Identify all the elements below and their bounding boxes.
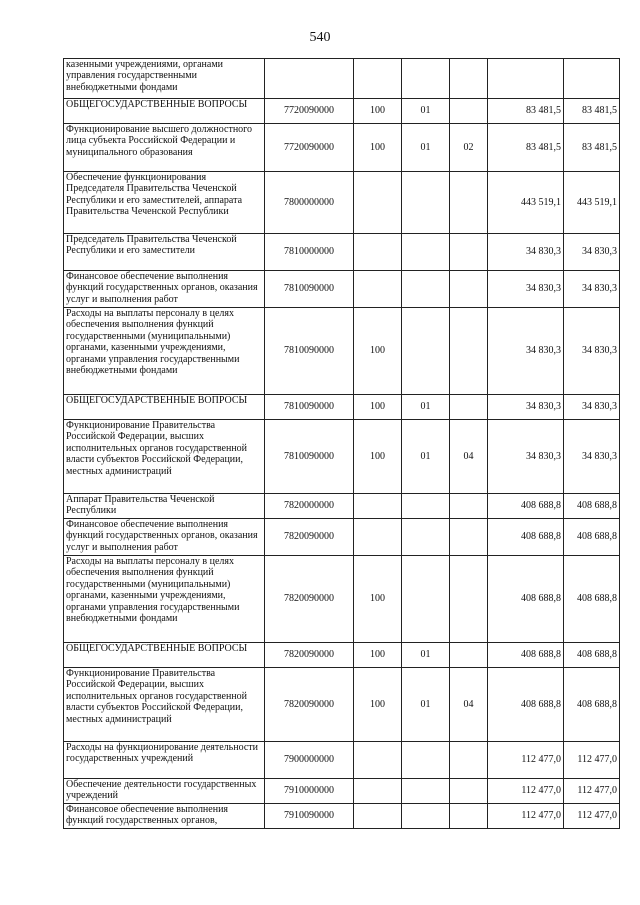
amount-first-year: 408 688,8 <box>488 668 564 742</box>
subsection-code <box>450 308 488 395</box>
table-row <box>64 234 620 271</box>
amount-second-year: 408 688,8 <box>564 643 620 668</box>
section-code <box>402 59 450 99</box>
target-article-code: 7810090000 <box>265 271 354 308</box>
expense-type-code <box>354 59 402 99</box>
amount-second-year: 34 830,3 <box>564 395 620 420</box>
section-code <box>402 271 450 308</box>
row-name: Обеспечение функционирования Председателя Правительства Чеченской Республики и его заместителей, аппарата Правительства Чеченской Республики <box>64 172 265 234</box>
row-name: ОБЩЕГОСУДАРСТВЕННЫЕ ВОПРОСЫ <box>64 395 265 420</box>
row-name: Финансовое обеспечение выполнения функций государственных органов, оказания услуг и выполнения работ <box>64 519 265 556</box>
target-article-code: 7810090000 <box>265 395 354 420</box>
expense-type-code <box>354 172 402 234</box>
subsection-code: 02 <box>450 124 488 172</box>
section-code <box>402 519 450 556</box>
target-article-code: 7820090000 <box>265 643 354 668</box>
amount-second-year: 83 481,5 <box>564 124 620 172</box>
row-name: Расходы на выплаты персоналу в целях обеспечения выполнения функций государственными (муниципальными) органами, казенными учреждениями, органами управления государственными внебюджетными фондами <box>64 556 265 643</box>
expense-type-code: 100 <box>354 124 402 172</box>
expense-type-code: 100 <box>354 395 402 420</box>
amount-first-year: 83 481,5 <box>488 124 564 172</box>
table-row <box>64 779 620 804</box>
amount-second-year: 83 481,5 <box>564 99 620 124</box>
target-article-code: 7720090000 <box>265 99 354 124</box>
table-row <box>64 643 620 668</box>
section-code: 01 <box>402 124 450 172</box>
subsection-code <box>450 742 488 779</box>
amount-second-year: 408 688,8 <box>564 556 620 643</box>
row-name: Расходы на функционирование деятельности государственных учреждений <box>64 742 265 779</box>
row-name: Обеспечение деятельности государственных учреждений <box>64 779 265 804</box>
expense-type-code: 100 <box>354 308 402 395</box>
amount-first-year: 408 688,8 <box>488 519 564 556</box>
expense-type-code <box>354 804 402 829</box>
subsection-code <box>450 271 488 308</box>
section-code <box>402 234 450 271</box>
amount-second-year: 112 477,0 <box>564 779 620 804</box>
subsection-code <box>450 804 488 829</box>
target-article-code: 7820090000 <box>265 519 354 556</box>
row-name: Аппарат Правительства Чеченской Республики <box>64 494 265 519</box>
row-name: Председатель Правительства Чеченской Республики и его заместители <box>64 234 265 271</box>
table-body <box>64 59 620 829</box>
table-row <box>64 742 620 779</box>
subsection-code: 04 <box>450 668 488 742</box>
target-article-code: 7820090000 <box>265 556 354 643</box>
target-article-code: 7810090000 <box>265 420 354 494</box>
amount-second-year: 443 519,1 <box>564 172 620 234</box>
amount-first-year: 83 481,5 <box>488 99 564 124</box>
section-code <box>402 779 450 804</box>
amount-second-year: 408 688,8 <box>564 494 620 519</box>
target-article-code: 7800000000 <box>265 172 354 234</box>
expense-type-code <box>354 271 402 308</box>
row-name: Функционирование Правительства Российской Федерации, высших исполнительных органов государственной власти субъектов Российской Федерации, местных администраций <box>64 668 265 742</box>
target-article-code: 7820000000 <box>265 494 354 519</box>
row-name: Функционирование высшего должностного лица субъекта Российской Федерации и муниципального образования <box>64 124 265 172</box>
target-article-code: 7900000000 <box>265 742 354 779</box>
section-code <box>402 556 450 643</box>
table-row <box>64 172 620 234</box>
amount-first-year: 112 477,0 <box>488 779 564 804</box>
expense-type-code <box>354 494 402 519</box>
expense-type-code <box>354 779 402 804</box>
target-article-code <box>265 59 354 99</box>
section-code <box>402 308 450 395</box>
expense-type-code: 100 <box>354 556 402 643</box>
expense-type-code: 100 <box>354 99 402 124</box>
target-article-code: 7910000000 <box>265 779 354 804</box>
target-article-code: 7810090000 <box>265 308 354 395</box>
expense-type-code: 100 <box>354 643 402 668</box>
amount-second-year: 112 477,0 <box>564 742 620 779</box>
table-row <box>64 99 620 124</box>
table-row <box>64 420 620 494</box>
amount-second-year: 34 830,3 <box>564 234 620 271</box>
subsection-code <box>450 779 488 804</box>
row-name: Финансовое обеспечение выполнения функций государственных органов, <box>64 804 265 829</box>
row-name: Расходы на выплаты персоналу в целях обеспечения выполнения функций государственными (муниципальными) органами, казенными учреждениями, органами управления государственными внебюджетными фондами <box>64 308 265 395</box>
subsection-code: 04 <box>450 420 488 494</box>
amount-first-year: 34 830,3 <box>488 234 564 271</box>
budget-table <box>63 58 620 829</box>
amount-second-year: 408 688,8 <box>564 668 620 742</box>
amount-second-year: 34 830,3 <box>564 308 620 395</box>
amount-second-year: 34 830,3 <box>564 271 620 308</box>
section-code: 01 <box>402 395 450 420</box>
subsection-code <box>450 99 488 124</box>
table-row <box>64 271 620 308</box>
amount-first-year: 443 519,1 <box>488 172 564 234</box>
row-name: ОБЩЕГОСУДАРСТВЕННЫЕ ВОПРОСЫ <box>64 643 265 668</box>
table-row <box>64 556 620 643</box>
subsection-code <box>450 494 488 519</box>
amount-first-year: 408 688,8 <box>488 494 564 519</box>
section-code: 01 <box>402 643 450 668</box>
section-code <box>402 804 450 829</box>
amount-second-year <box>564 59 620 99</box>
amount-first-year: 34 830,3 <box>488 420 564 494</box>
subsection-code <box>450 59 488 99</box>
amount-first-year: 34 830,3 <box>488 271 564 308</box>
row-name: Функционирование Правительства Российской Федерации, высших исполнительных органов государственной власти субъектов Российской Федерации, местных администраций <box>64 420 265 494</box>
subsection-code <box>450 519 488 556</box>
amount-first-year: 34 830,3 <box>488 395 564 420</box>
amount-second-year: 408 688,8 <box>564 519 620 556</box>
amount-first-year: 112 477,0 <box>488 742 564 779</box>
table-row <box>64 395 620 420</box>
row-name: казенными учреждениями, органами управления государственными внебюджетными фондами <box>64 59 265 99</box>
amount-first-year: 34 830,3 <box>488 308 564 395</box>
target-article-code: 7910090000 <box>265 804 354 829</box>
amount-second-year: 34 830,3 <box>564 420 620 494</box>
subsection-code <box>450 172 488 234</box>
amount-first-year <box>488 59 564 99</box>
table-row <box>64 59 620 99</box>
expense-type-code: 100 <box>354 420 402 494</box>
table-row <box>64 804 620 829</box>
table-row <box>64 668 620 742</box>
table-row <box>64 494 620 519</box>
amount-first-year: 112 477,0 <box>488 804 564 829</box>
section-code <box>402 742 450 779</box>
subsection-code <box>450 643 488 668</box>
section-code <box>402 172 450 234</box>
amount-first-year: 408 688,8 <box>488 556 564 643</box>
section-code: 01 <box>402 420 450 494</box>
target-article-code: 7810000000 <box>265 234 354 271</box>
subsection-code <box>450 234 488 271</box>
table-row <box>64 519 620 556</box>
section-code: 01 <box>402 668 450 742</box>
expense-type-code: 100 <box>354 668 402 742</box>
section-code <box>402 494 450 519</box>
table-row <box>64 124 620 172</box>
table-row <box>64 308 620 395</box>
target-article-code: 7720090000 <box>265 124 354 172</box>
section-code: 01 <box>402 99 450 124</box>
amount-second-year: 112 477,0 <box>564 804 620 829</box>
subsection-code <box>450 395 488 420</box>
expense-type-code <box>354 742 402 779</box>
row-name: ОБЩЕГОСУДАРСТВЕННЫЕ ВОПРОСЫ <box>64 99 265 124</box>
row-name: Финансовое обеспечение выполнения функций государственных органов, оказания услуг и выполнения работ <box>64 271 265 308</box>
subsection-code <box>450 556 488 643</box>
page-number: 540 <box>309 30 331 45</box>
expense-type-code <box>354 519 402 556</box>
expense-type-code <box>354 234 402 271</box>
amount-first-year: 408 688,8 <box>488 643 564 668</box>
target-article-code: 7820090000 <box>265 668 354 742</box>
